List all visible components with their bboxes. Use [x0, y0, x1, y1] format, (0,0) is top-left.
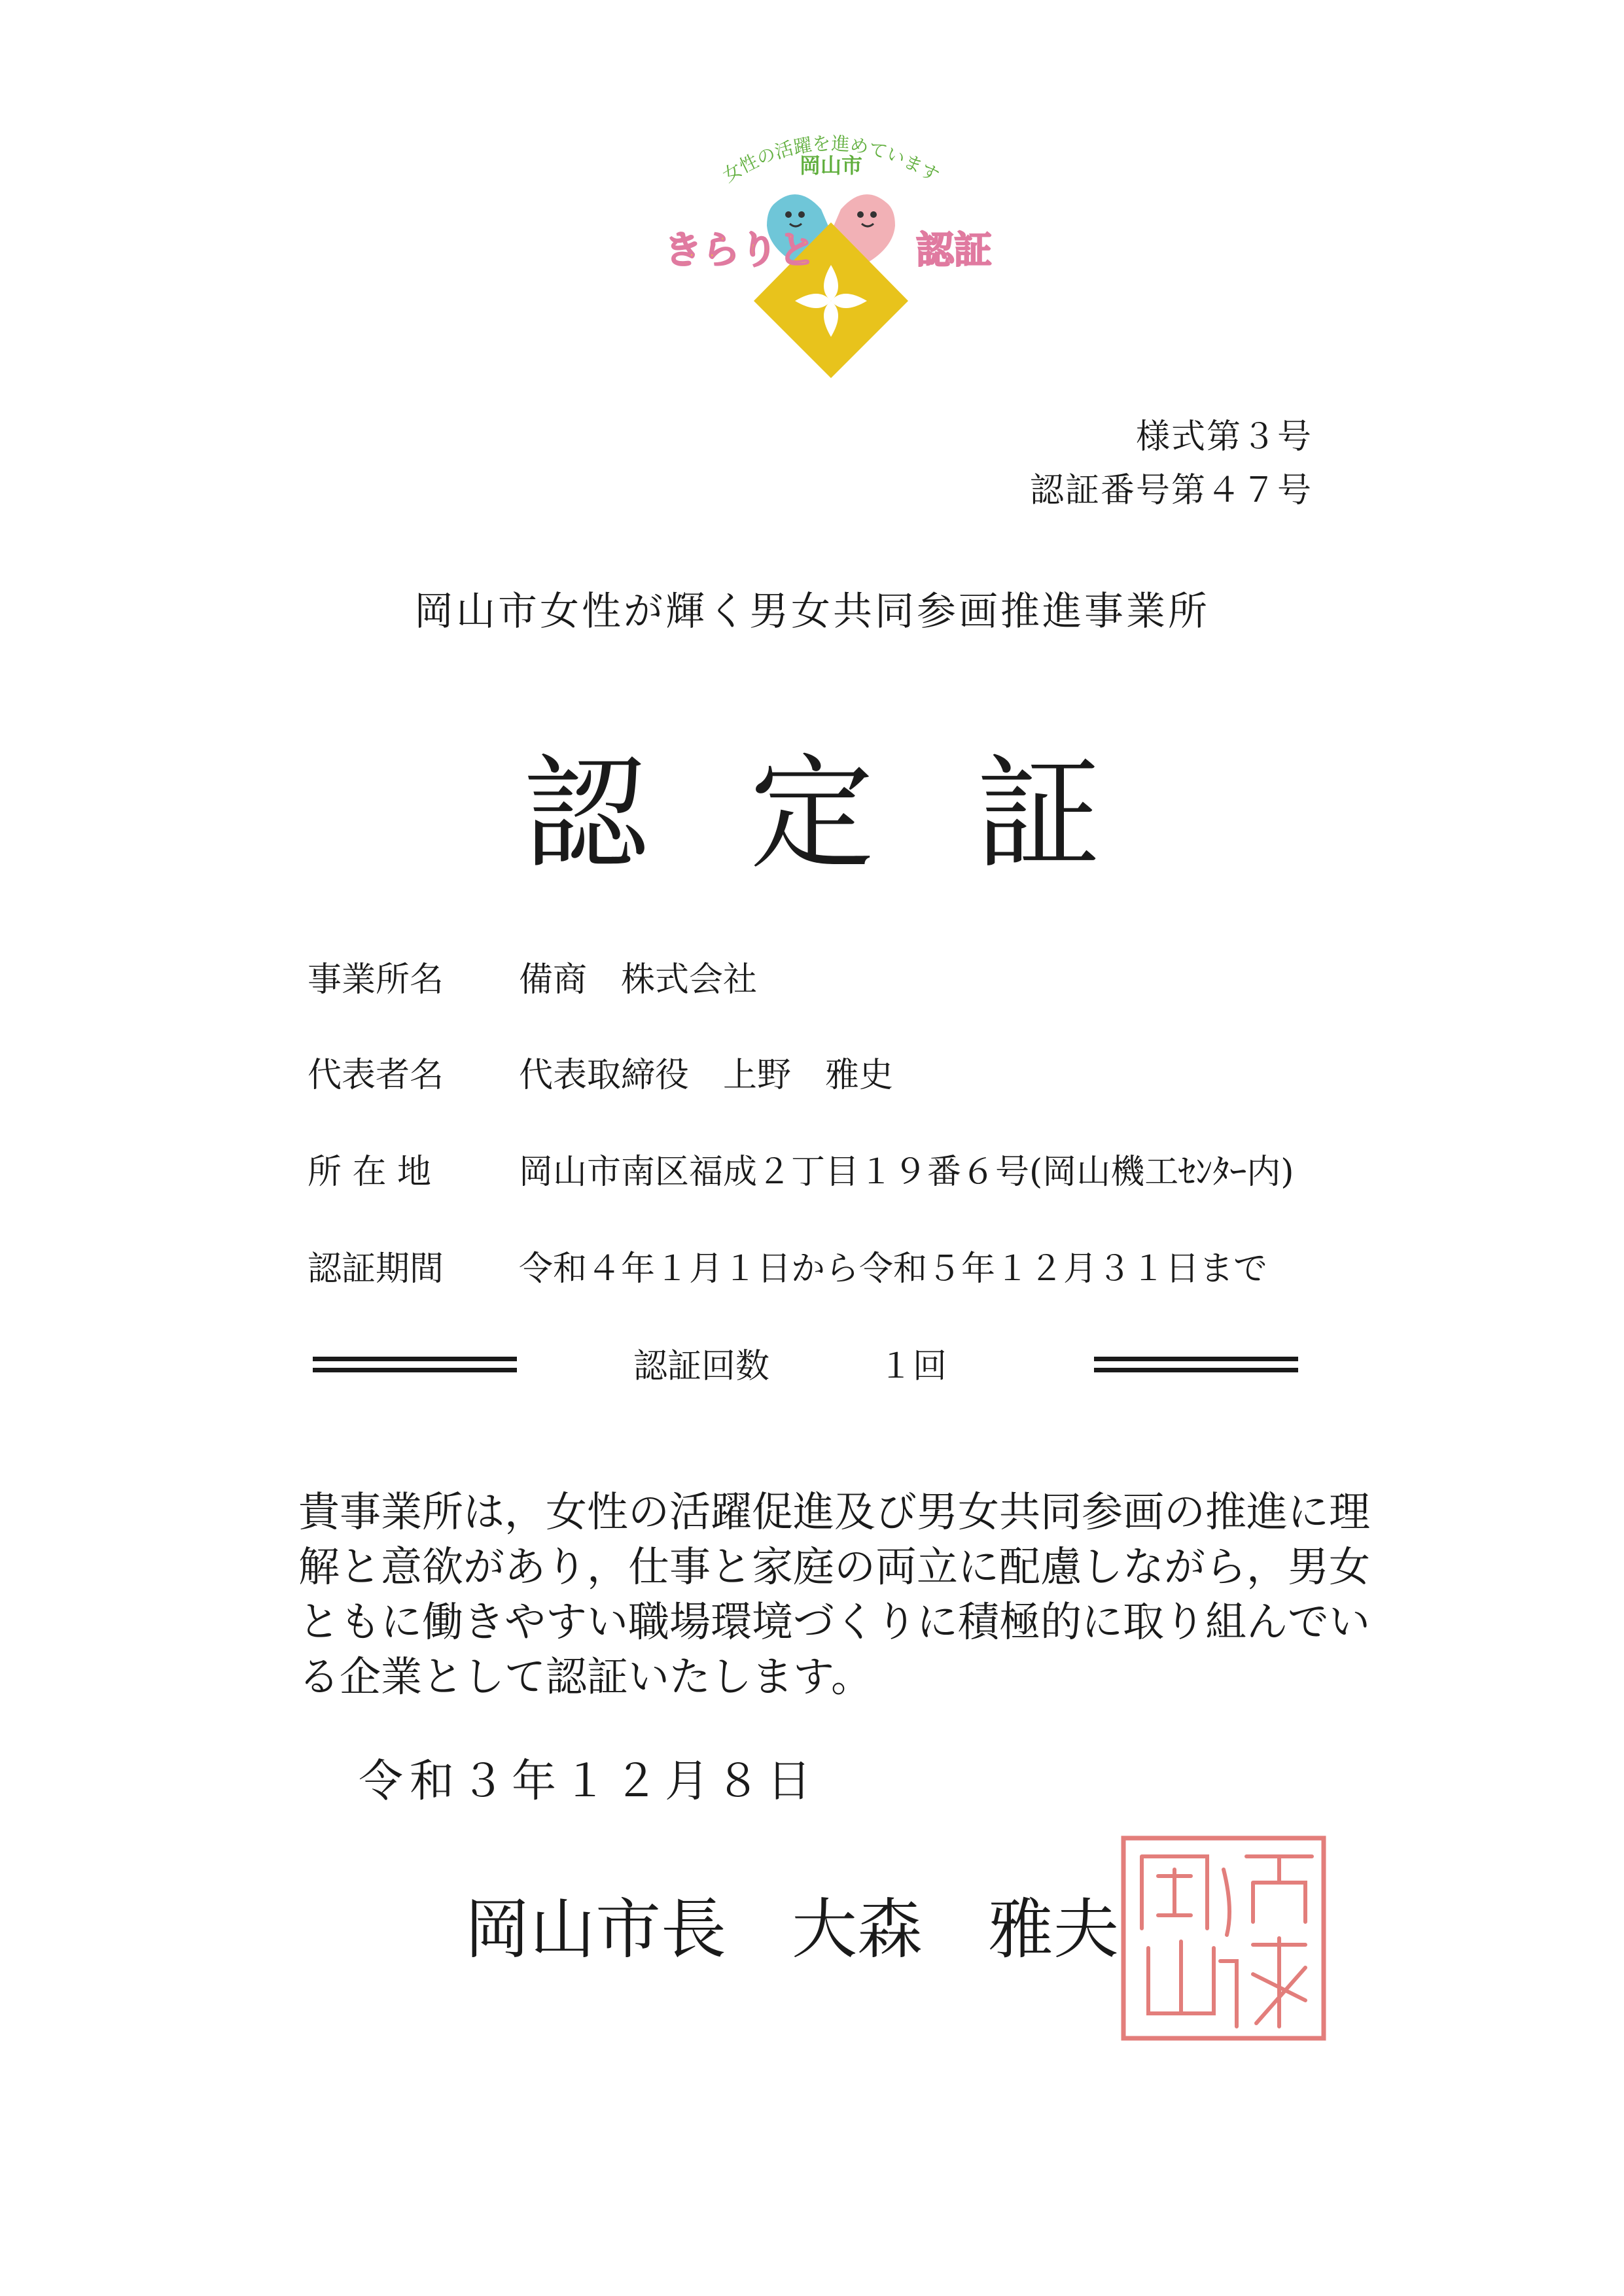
business-name-value: 備商 株式会社 [519, 960, 758, 1000]
form-number: 様式第３号 [1135, 417, 1313, 457]
title-char-2: 定 [749, 742, 874, 886]
logo-right-word: 認証 [916, 228, 993, 272]
certificate-title [0, 742, 1624, 886]
logo-arc-text: 女性の活躍を進めています [718, 132, 944, 187]
address-label: 所 在 地 [308, 1153, 432, 1192]
period-value: 令和４年１月１日から令和５年１２月３１日まで [519, 1249, 1268, 1289]
kirarito-certification-logo [602, 118, 1060, 392]
mayor-name: 大森 雅夫 [792, 1891, 1119, 1968]
official-seal-stamp [1116, 1830, 1332, 2046]
address-value: 岡山市南区福成２丁目１９番６号(岡山機工ｾﾝﾀｰ内) [519, 1153, 1294, 1192]
certification-statement: 貴事業所は，女性の活躍促進及び男女共同参画の推進に理解と意欲があり，仕事と家庭の両立に配慮しながら，男女ともに働きやすい職場環境づくりに積極的に取り組んでいる企業として認証いたします。 [298, 1488, 1370, 1701]
mayor-signature-line [465, 1891, 1119, 1968]
issue-date: 令和３年１２月８日 [359, 1756, 819, 1807]
logo-left-word: きらりと [664, 228, 817, 272]
right-double-rule [1094, 1357, 1298, 1374]
title-char-3: 証 [976, 742, 1101, 886]
organization-title: 岡山市女性が輝く男女共同参画推進事業所 [414, 589, 1210, 635]
mayor-title: 岡山市長 [465, 1891, 726, 1968]
business-name-label: 事業所名 [308, 960, 444, 1000]
certification-number: 認証番号第４７号 [1029, 471, 1313, 510]
logo-city: 岡山市 [799, 153, 863, 178]
period-label: 認証期間 [308, 1249, 444, 1289]
count-value: １回 [879, 1347, 947, 1386]
left-double-rule [313, 1357, 517, 1374]
representative-value: 代表取締役 上野 雅史 [519, 1056, 894, 1095]
count-label: 認証回数 [633, 1347, 770, 1386]
title-char-1: 認 [523, 742, 648, 886]
representative-label: 代表者名 [308, 1056, 444, 1095]
